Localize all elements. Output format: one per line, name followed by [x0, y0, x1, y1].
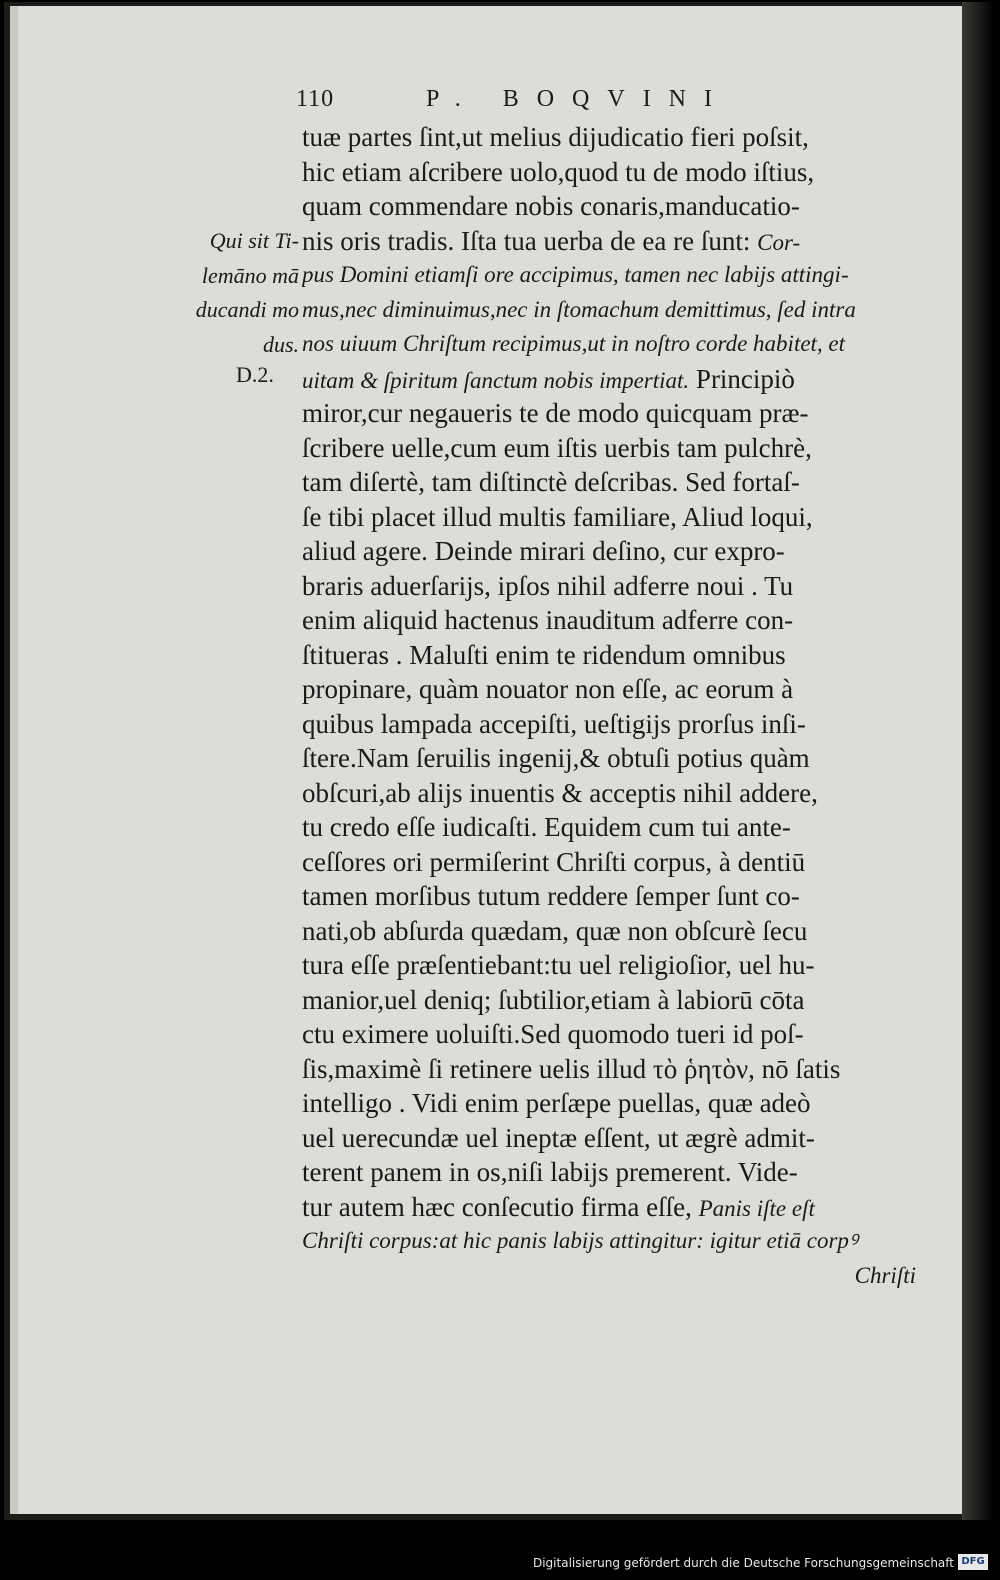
text-line: propinare, quàm nouator non eſſe, ac eorum à — [302, 674, 794, 704]
header-title: P. BOQVINI — [426, 86, 731, 112]
margin-note-line: Qui sit Ti- — [209, 228, 299, 253]
margin-note-line: ducandi mo — [195, 297, 299, 322]
margin-note-line: dus. — [262, 331, 299, 357]
text-line: pus Domini etiamſi ore accipimus, tamen nec labijs attingi- — [302, 262, 849, 287]
text-line: Chriſti — [854, 1262, 916, 1288]
text-line: tam diſertè, tam diſtinctè deſcribas. Sed fortaſ- — [302, 467, 800, 497]
text-segment: uitam & ſpiritum ſanctum nobis impertiat. — [302, 367, 690, 393]
text-line: hic etiam aſcribere uolo,quod tu de modo iſtius, — [302, 156, 815, 187]
text-line: terent panem in os,niſi labijs premerent. Vide- — [302, 1157, 798, 1187]
text-segment: Panis iſte eſt — [698, 1195, 815, 1221]
signature-mark: D.2. — [236, 362, 274, 387]
text-line: ſtere.Nam ſeruilis ingenij,& obtuſi potius quàm — [302, 743, 810, 773]
text-line: nati,ob abſurda quædam, quæ non obſcurè ſecu — [302, 915, 808, 946]
text-line — [302, 362, 942, 397]
text-line: ſcribere uelle,cum eum iſtis uerbis tam pulchrè, — [302, 432, 812, 463]
text-line: nos uiuum Chriſtum recipimus,ut in noſtro corde habitet, et — [302, 331, 846, 356]
text-line — [302, 224, 942, 259]
text-line — [302, 1190, 942, 1225]
text-line: enim aliquid hactenus inauditum adferre con- — [302, 605, 794, 635]
text-segment: nis oris tradis. Iſta tua uerba de ea re ſunt: — [302, 225, 751, 256]
text-line: miror,cur negaueris te de modo quicquam præ- — [302, 398, 809, 428]
folio-number: 110 — [296, 86, 335, 112]
text-line: quibus lampada accepiſti, ueſtigijs prorſus inſi- — [302, 708, 806, 739]
text-line: tuæ partes ſint,ut melius dijudicatio fieri poſsit, — [302, 122, 809, 152]
text-line: braris aduerſarijs, ipſos nihil adferre noui . Tu — [302, 570, 794, 601]
body-text — [302, 120, 942, 1293]
text-line: ſtitueras . Maluſti enim te ridendum omnibus — [302, 639, 786, 670]
text-line: ſe tibi placet illud multis familiare, Aliud loqui, — [302, 501, 813, 532]
running-head — [296, 86, 776, 120]
footer-bar — [0, 1548, 1000, 1580]
text-line: aliud agere. Deinde mirari deſino, cur expro- — [302, 536, 785, 566]
scanned-page — [4, 2, 994, 1520]
text-line: manior,uel deniq; ſubtilior,etiam à labiorū cōta — [302, 984, 805, 1015]
text-line: ſis,maximè ſi retinere uelis illud τὸ ῥητὸν, nō ſatis — [302, 1053, 841, 1084]
footer-credit: Digitalisierung gefördert durch die Deutsche Forschungsgemeinschaft — [532, 1556, 954, 1570]
text-line: tura eſſe præſentiebant:tu uel religioſior, uel hu- — [302, 950, 815, 980]
text-line: quam commendare nobis conaris,manducatio- — [302, 191, 800, 221]
text-line: ctu eximere uoluiſti.Sed quomodo tueri id poſ- — [302, 1019, 804, 1049]
text-segment: Cor- — [757, 229, 801, 255]
text-line: ceſſores ori permiſerint Chriſti corpus, à dentiū — [302, 846, 806, 877]
text-line: obſcuri,ab alijs inuentis & acceptis nihil addere, — [302, 777, 818, 808]
text-segment: Principiò — [695, 363, 795, 394]
text-line: tu credo eſſe iudicaſti. Equidem cum tui ante- — [302, 812, 791, 842]
page-fore-edge — [962, 2, 994, 1520]
text-segment: tur autem hæc conſecutio firma eſſe, — [302, 1191, 692, 1222]
text-line: tamen morſibus tutum reddere ſemper ſunt co- — [302, 881, 800, 911]
text-line: mus,nec diminuimus,nec in ſtomachum demittimus, ſed intra — [302, 296, 856, 322]
margin-note-line: lemāno mā — [201, 262, 299, 288]
text-line: Chriſti corpus:at hic panis labijs attingitur: igitur etiā corpꝰ — [302, 1228, 858, 1253]
text-line: intelligo . Vidi enim perſæpe puellas, quæ adeò — [302, 1088, 811, 1118]
margin-note — [154, 224, 299, 362]
dfg-logo: DFG — [958, 1554, 988, 1570]
text-line: uel uerecundæ uel ineptæ eſſent, ut ægrè admit- — [302, 1122, 815, 1153]
